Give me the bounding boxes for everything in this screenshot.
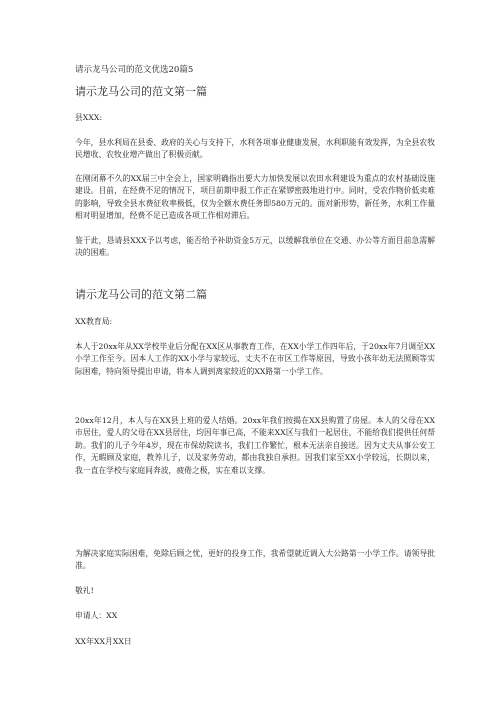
section-2-paragraph-1: 本人于20xx年从XX学校毕业后分配在XX区从事教育工作，在XX小学工作四年后，于20xx年7月调至XX小学工作至今。因本人工作的XX小学与家较远、丈夫不在市区工作等原因，导致小孩年幼无法照顾等实际困难，特向领导提出申请，将本人调到离家较近的XX路第一小学工作。: [75, 342, 435, 376]
salutation-2: XX教育局:: [75, 317, 113, 326]
section-1-paragraph-1: 今年，县水利局在县委、政府的关心与支持下，水利各项事业健康发展，水利职能有效发挥，为全县农牧民增收、农牧业增产做出了积极贡献。: [75, 138, 435, 160]
section-2-paragraph-2: 20xx年12月，本人与在XX县上班的爱人结婚。20xx年我们按揭在XX县购置了房屋。本人的父母在XX市居住，爱人的父母在XX县居住，均因年事已高，不能来XX区与我们一起居住，不能给我们提供任何帮助。我们的儿子今年4岁，现在市保幼院读书，我们工作繁忙，根本无法亲自接送。因为丈夫从事公安工作，无暇顾及家庭，教养儿子，以及家务劳动，都由我独自承担。因我们家至XX小学较远，长期以来，我一直在学校与家庭间奔波，疲倦之极，实在难以支撑。: [75, 416, 435, 475]
section-1-paragraph-2: 在刚闭幕不久的XX届三中全会上，国家明确指出要大力加快发展以农田水利建设为重点的农村基础设施建设。目前，在经费不足的情况下，项目前期申报工作正在紧锣密鼓地进行中。同时，受农作物价低卖难的影响，导致全县水费征收率极低，仅为全额水费任务即580万元的。面对新形势，新任务，水利工作量相对明显增加，经费不足已造成各项工作相对滞后。: [75, 174, 435, 221]
section-1-paragraph-3: 鉴于此，恳请县XXX予以考虑，能否给予补助资金5万元，以缓解我单位在交通、办公等方面目前急需解决的困难。: [75, 236, 435, 258]
applicant-line: 申请人：XX: [75, 611, 118, 620]
section-heading-2: 请示龙马公司的范文第二篇: [75, 288, 207, 301]
closing-line: 敬礼!: [75, 586, 94, 595]
salutation-1: 县XXX:: [75, 113, 103, 122]
section-heading-1: 请示龙马公司的范文第一篇: [75, 85, 207, 98]
section-2-paragraph-3: 为解决家庭实际困难，免除后顾之忧，更好的投身工作，我希望就近调入大公路第一小学工作。请领导批准。: [75, 549, 435, 571]
document-title: 请示龙马公司的范文优选20篇5: [75, 65, 194, 75]
date-line: XX年XX月XX日: [75, 637, 132, 646]
